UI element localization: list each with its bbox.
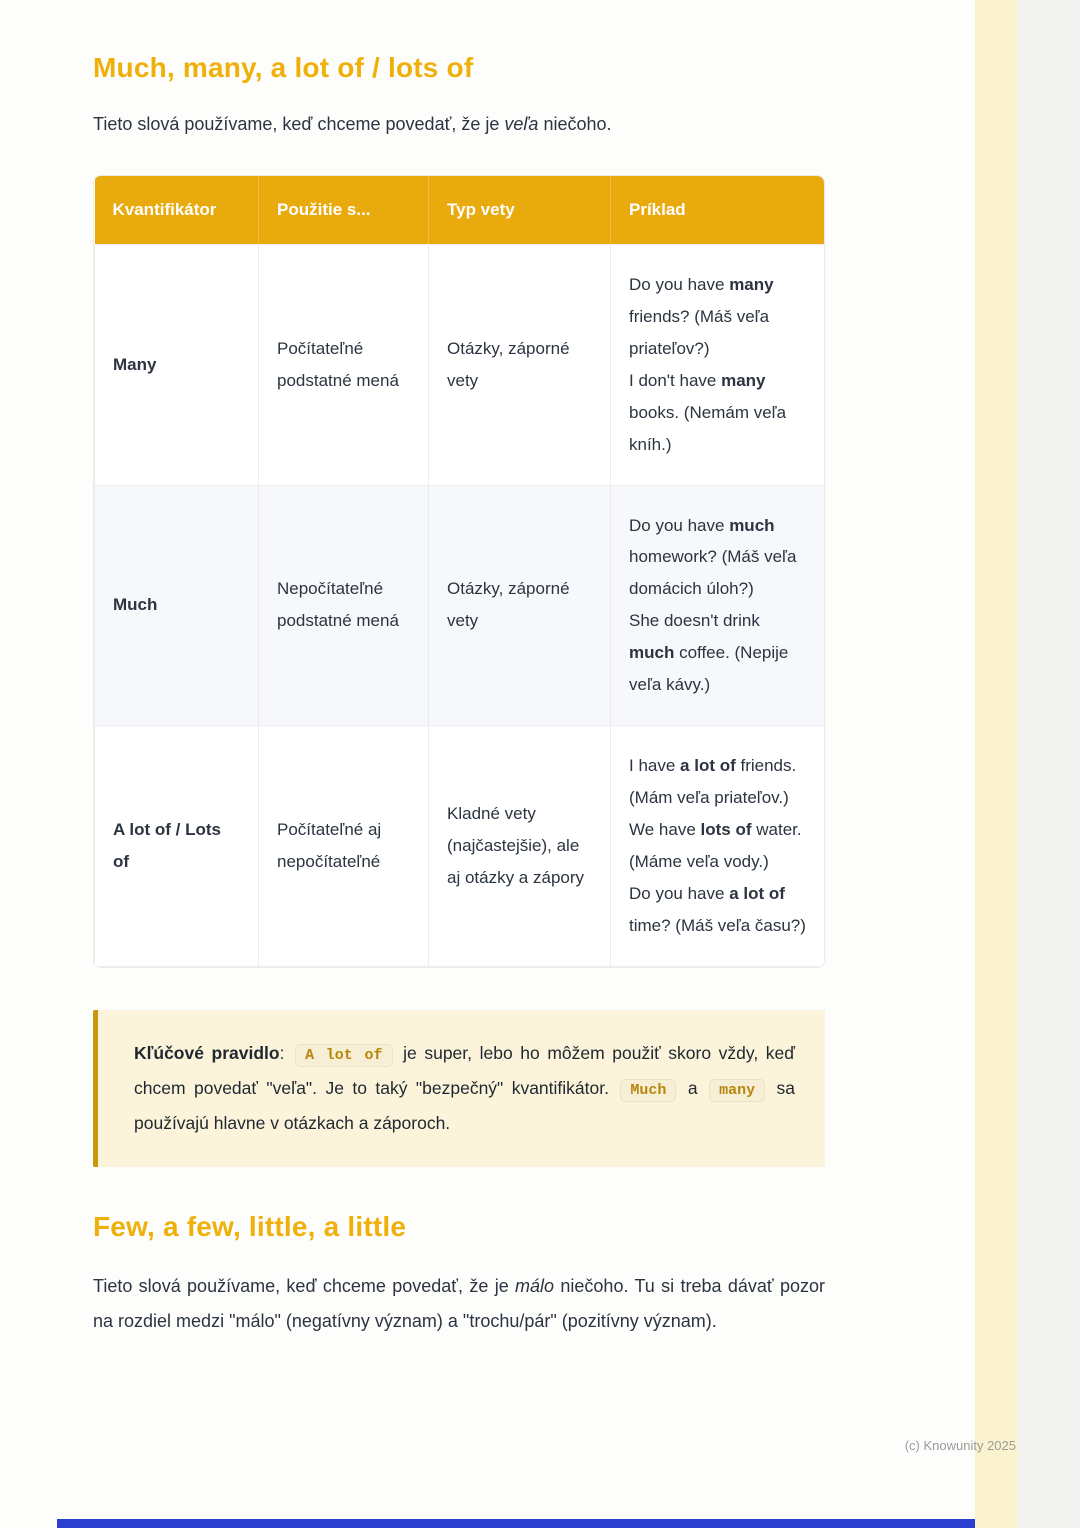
- few-little-paragraph: Tieto slová používame, keď chceme povedať, že je málo niečoho. Tu si treba dávať pozor na rozdiel medzi "málo" (negatívny význam) a "trochu/pár" (pozitívny význam).: [93, 1275, 825, 1331]
- page-edge-strip: [975, 0, 1018, 1528]
- section-title-much-many: Much, many, a lot of / lots of: [93, 52, 474, 83]
- example-cell: I have a lot of friends. (Mám veľa priateľov.) We have lots of water. (Máme veľa vody.) Do you have a lot of time? (Máš veľa času?): [611, 726, 826, 967]
- example-cell: Do you have many friends? (Máš veľa priateľov?) I don't have many books. (Nemám veľa kníh.): [611, 244, 826, 485]
- example-cell: Do you have much homework? (Máš veľa domácich úloh?) She doesn't drink much coffee. (Nepije veľa kávy.): [611, 485, 826, 726]
- usage-cell: Počítateľné podstatné mená: [259, 244, 429, 485]
- footer-credit: (c) Knowunity 2025: [904, 1438, 1016, 1453]
- quantifier-cell: A lot of / Lots of: [95, 726, 259, 967]
- page-gutter: [1018, 0, 1080, 1528]
- usage-cell: Počítateľné aj nepočítateľné: [259, 726, 429, 967]
- sentence-type-cell: Kladné vety (najčastejšie), ale aj otázky a zápory: [429, 726, 611, 967]
- table-row-a-lot-of: [95, 726, 826, 967]
- sentence-type-cell: Otázky, záporné vety: [429, 485, 611, 726]
- quantifier-table: [93, 175, 825, 968]
- section-title-few-little: Few, a few, little, a little: [93, 1210, 407, 1242]
- bottom-blue-bar: [57, 1519, 975, 1528]
- table-header-row: [95, 176, 826, 245]
- table-row-many: [95, 244, 826, 485]
- quantifier-cell: Many: [95, 244, 259, 485]
- usage-cell: Nepočítateľné podstatné mená: [259, 485, 429, 726]
- table-row-much: [95, 485, 826, 726]
- intro-paragraph: Tieto slová používame, keď chceme povedať, že je veľa niečoho.: [93, 114, 612, 134]
- sentence-type-cell: Otázky, záporné vety: [429, 244, 611, 485]
- col-header-priklad: Príklad: [611, 176, 826, 245]
- key-rule-text: Kľúčové pravidlo: A lot of je super, lebo ho môžem použiť skoro vždy, keď chcem povedať "veľa". Je to taký "bezpečný" kvantifikátor. Much a many sa používajú hlavne v otázkach a záporoch.: [134, 1042, 796, 1133]
- quantifier-cell: Much: [95, 485, 259, 726]
- col-header-kvantifikator: Kvantifikátor: [95, 176, 259, 245]
- content-column: [93, 0, 825, 1338]
- col-header-pouzitie: Použitie s...: [259, 176, 429, 245]
- col-header-typ-vety: Typ vety: [429, 176, 611, 245]
- key-rule-callout: [93, 1010, 825, 1167]
